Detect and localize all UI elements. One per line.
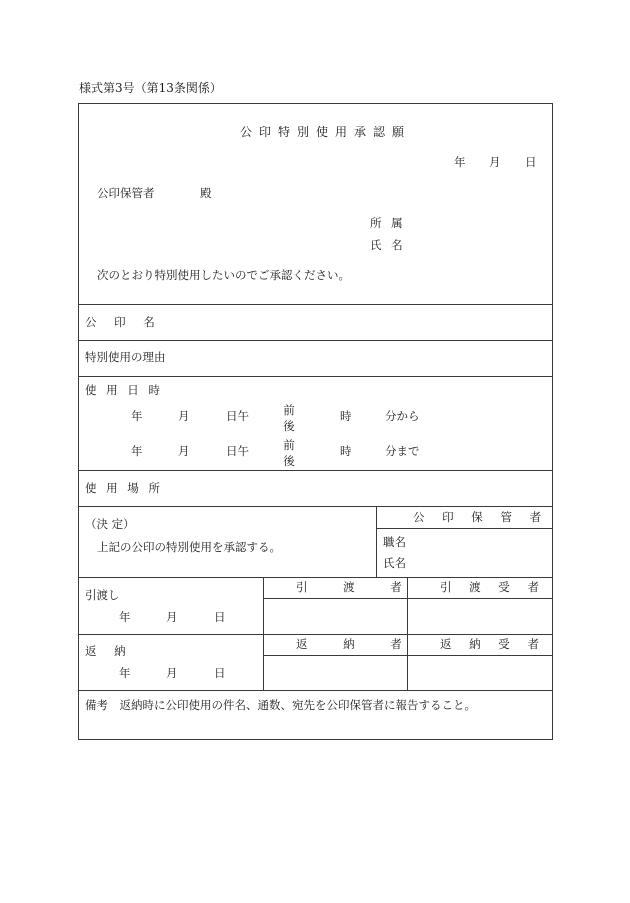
divider (263, 577, 264, 634)
request-text: 次のとおり特別使用したいのでご承認ください。 (97, 268, 350, 282)
handover-day-label: 日 (214, 610, 226, 624)
divider (78, 470, 553, 471)
place-label: 使 用 場 所 (85, 481, 163, 495)
decision-label: （決 定） (85, 517, 135, 531)
return-returner-header: 返 納 者 (296, 637, 418, 651)
seal-name-label: 公 印 名 (85, 315, 162, 329)
addressee-label: 公印保管者 (97, 186, 155, 200)
from-month-label: 月 (178, 409, 190, 423)
divider (376, 528, 553, 529)
divider (78, 376, 553, 377)
divider (263, 655, 553, 656)
am-label: 前 (283, 403, 295, 417)
affiliation-label: 所 属 (370, 216, 406, 230)
divider (263, 598, 553, 599)
date-month-label: 月 (489, 155, 501, 169)
datetime-label: 使 用 日 時 (85, 383, 163, 397)
divider (376, 506, 377, 577)
divider (263, 634, 264, 690)
to-ampm-stack (282, 437, 296, 469)
handover-giver-header: 引 渡 者 (296, 580, 418, 594)
am-label: 前 (283, 438, 295, 452)
from-day-label: 日午 (226, 409, 249, 423)
return-month-label: 月 (166, 666, 178, 680)
handover-receiver-header: 引 渡 受 者 (440, 580, 546, 594)
applicant-name-label: 氏 名 (370, 238, 406, 252)
divider (78, 340, 553, 341)
to-day-label: 日午 (226, 444, 249, 458)
pm-label: 後 (283, 454, 295, 468)
to-year-label: 年 (131, 444, 143, 458)
reason-label: 特別使用の理由 (85, 350, 166, 364)
to-minute-label: 分まで (385, 444, 420, 458)
from-year-label: 年 (131, 409, 143, 423)
divider (78, 304, 553, 305)
form-title: 公印特別使用承認願 (240, 125, 412, 139)
from-minute-label: 分から (385, 409, 420, 423)
return-label: 返 納 (85, 644, 133, 658)
return-year-label: 年 (119, 666, 131, 680)
from-hour-label: 時 (340, 409, 352, 423)
pm-label: 後 (283, 419, 295, 433)
to-month-label: 月 (178, 444, 190, 458)
divider (78, 577, 553, 578)
date-year-label: 年 (454, 155, 466, 169)
divider (78, 634, 553, 635)
divider (78, 690, 553, 691)
keeper-header: 公 印 保 管 者 (413, 510, 549, 524)
divider (78, 506, 553, 507)
keeper-job-title-label: 職名 (383, 535, 406, 549)
date-day-label: 日 (525, 155, 537, 169)
form-number-label: 様式第3号（第13条関係） (79, 81, 222, 95)
handover-month-label: 月 (166, 610, 178, 624)
return-day-label: 日 (214, 666, 226, 680)
handover-label: 引渡し (85, 588, 120, 602)
from-ampm-stack (282, 402, 296, 434)
to-hour-label: 時 (340, 444, 352, 458)
return-receiver-header: 返 納 受 者 (440, 637, 546, 651)
remarks-text: 備考 返納時に公印使用の件名、通数、宛先を公印保管者に報告すること。 (85, 698, 476, 712)
decision-text: 上記の公印の特別使用を承認する。 (97, 540, 281, 554)
keeper-name-label: 氏名 (383, 556, 406, 570)
handover-year-label: 年 (119, 610, 131, 624)
honorific-label: 殿 (200, 186, 212, 200)
